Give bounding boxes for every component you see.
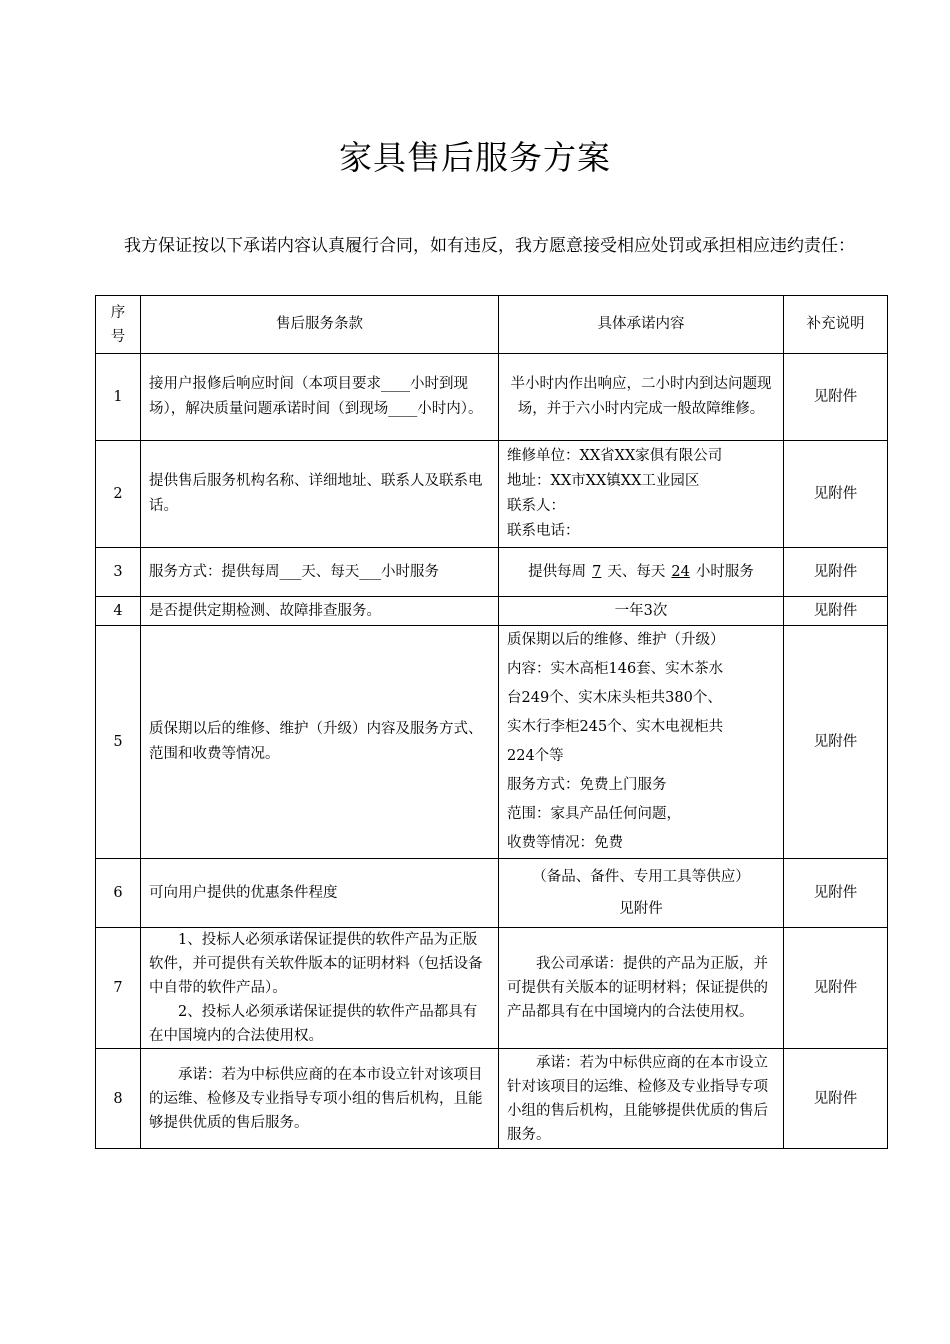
row-promise: 我公司承诺：提供的产品为正版，并可提供有关版本的证明材料；保证提供的产品都具有在中国境内的合法使用权。 xyxy=(499,928,784,1049)
row-clause: 承诺：若为中标供应商的在本市设立针对该项目的运维、检修及专业指导专项小组的售后机构，且能够提供优质的售后服务。 xyxy=(141,1049,499,1149)
row-note: 见附件 xyxy=(784,597,888,626)
clause-paragraph: 2、投标人必须承诺保证提供的软件产品都具有在中国境内的合法使用权。 xyxy=(149,1004,478,1044)
header-promise: 具体承诺内容 xyxy=(499,296,784,354)
row-no: 8 xyxy=(96,1049,141,1149)
promise-line: 质保期以后的维修、维护（升级） xyxy=(507,632,725,648)
row-promise: 承诺：若为中标供应商的在本市设立针对该项目的运维、检修及专业指导专项小组的售后机构，且能够提供优质的售后服务。 xyxy=(499,1049,784,1149)
promise-line: （备品、备件、专用工具等供应） xyxy=(532,869,750,885)
promise-line: 联系电话： xyxy=(507,523,580,539)
table-row xyxy=(96,626,888,859)
row-clause: 接用户报修后响应时间（本项目要求____小时到现场），解决质量问题承诺时间（到现场____小时内）。 xyxy=(141,354,499,441)
row-promise xyxy=(499,859,784,928)
promise-line: 224个等 xyxy=(507,748,564,764)
table-row xyxy=(96,928,888,1049)
table-header-row xyxy=(96,296,888,354)
promise-days: 7 xyxy=(592,563,602,580)
page-title: 家具售后服务方案 xyxy=(339,138,611,177)
table-row xyxy=(96,354,888,441)
row-promise xyxy=(499,626,784,859)
promise-line: 见附件 xyxy=(619,901,663,917)
header-note: 补充说明 xyxy=(784,296,888,354)
row-promise: 半小时内作出响应，二小时内到达问题现场，并于六小时内完成一般故障维修。 xyxy=(499,354,784,441)
row-clause xyxy=(141,928,499,1049)
row-note: 见附件 xyxy=(784,354,888,441)
row-no: 5 xyxy=(96,626,141,859)
row-note: 见附件 xyxy=(784,548,888,597)
row-clause: 提供售后服务机构名称、详细地址、联系人及联系电话。 xyxy=(141,441,499,548)
promise-line: 台249个、实木床头柜共380个、 xyxy=(507,690,722,706)
row-no: 6 xyxy=(96,859,141,928)
promise-line: 服务方式：免费上门服务 xyxy=(507,777,667,793)
row-note: 见附件 xyxy=(784,626,888,859)
header-no: 序号 xyxy=(96,296,141,354)
row-promise: 一年3次 xyxy=(499,597,784,626)
intro-paragraph: 我方保证按以下承诺内容认真履行合同，如有违反，我方愿意接受相应处罚或承担相应违约责任： xyxy=(124,236,855,256)
header-clause: 售后服务条款 xyxy=(141,296,499,354)
row-note: 见附件 xyxy=(784,859,888,928)
row-clause: 是否提供定期检测、故障排查服务。 xyxy=(141,597,499,626)
row-promise xyxy=(499,548,784,597)
row-clause: 服务方式：提供每周___天、每天___小时服务 xyxy=(141,548,499,597)
promise-line: 地址：XX市XX镇XX工业园区 xyxy=(507,473,700,489)
promise-line: 维修单位：XX省XX家俱有限公司 xyxy=(507,448,723,464)
row-note: 见附件 xyxy=(784,928,888,1049)
promise-pre: 提供每周 xyxy=(528,563,587,580)
table-row xyxy=(96,597,888,626)
clause-paragraph: 1、投标人必须承诺保证提供的软件产品为正版软件，并可提供有关软件版本的证明材料（包括设备中自带的软件产品）。 xyxy=(149,932,483,996)
promise-line: 内容：实木高柜146套、实木茶水 xyxy=(507,661,724,677)
row-note: 见附件 xyxy=(784,1049,888,1149)
promise-mid: 天、每天 xyxy=(607,563,666,580)
row-clause: 质保期以后的维修、维护（升级）内容及服务方式、范围和收费等情况。 xyxy=(141,626,499,859)
promise-line: 范围：家具产品任何问题， xyxy=(507,806,681,822)
row-no: 2 xyxy=(96,441,141,548)
promise-line: 收费等情况：免费 xyxy=(507,835,623,851)
promise-line: 联系人： xyxy=(507,498,565,514)
promise-hours: 24 xyxy=(671,563,690,580)
row-no: 4 xyxy=(96,597,141,626)
promise-line: 实木行李柜245个、实木电视柜共 xyxy=(507,719,724,735)
table-row xyxy=(96,859,888,928)
table-row xyxy=(96,548,888,597)
service-table xyxy=(95,295,888,1149)
row-no: 1 xyxy=(96,354,141,441)
row-no: 3 xyxy=(96,548,141,597)
row-clause: 可向用户提供的优惠条件程度 xyxy=(141,859,499,928)
row-no: 7 xyxy=(96,928,141,1049)
table-row xyxy=(96,441,888,548)
promise-post: 小时服务 xyxy=(695,563,754,580)
row-promise xyxy=(499,441,784,548)
row-note: 见附件 xyxy=(784,441,888,548)
table-row xyxy=(96,1049,888,1149)
